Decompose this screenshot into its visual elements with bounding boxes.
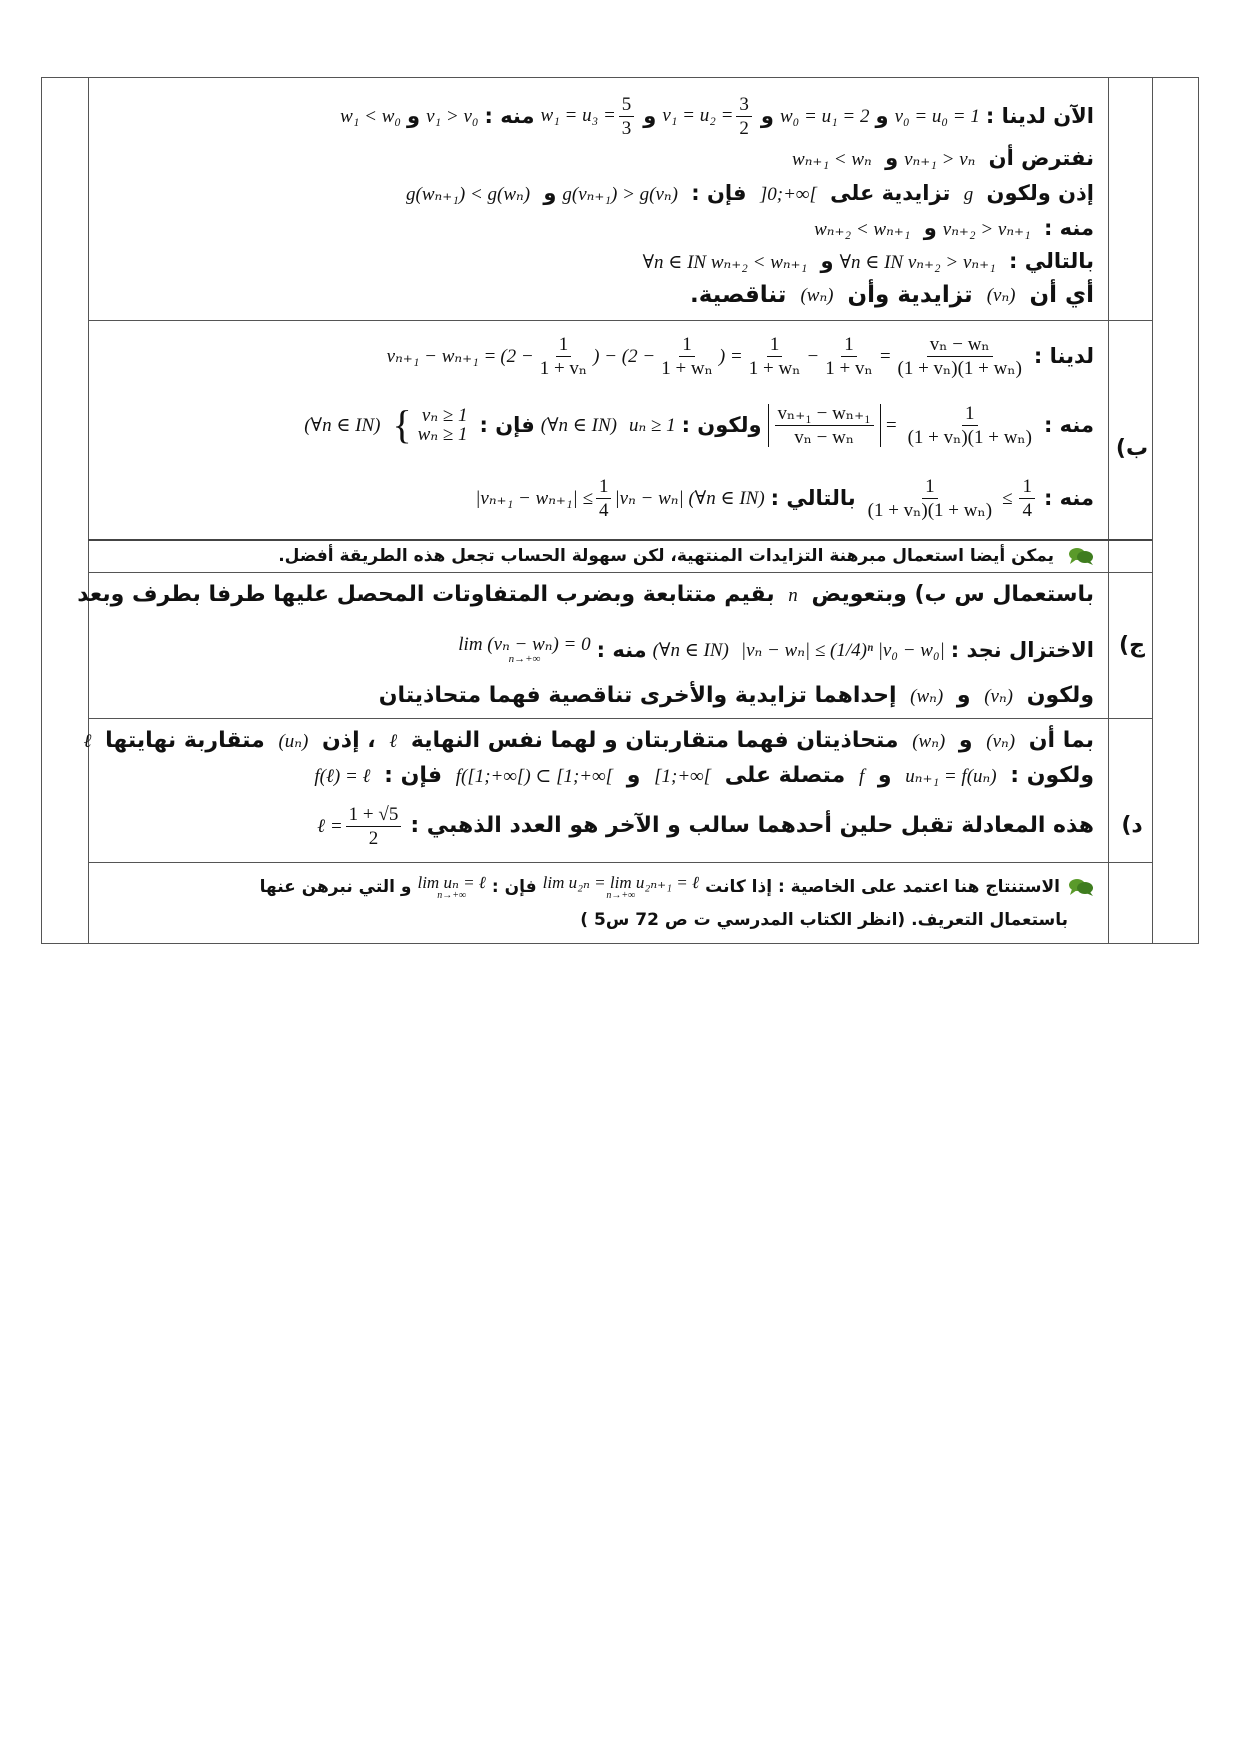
note: يمكن أيضا استعمال مبرهنة التزايدات المنتهية، لكن سهولة الحساب تجعل هذه الطريقة أفضل. [98,546,1094,566]
part-label-b: ب) [1115,436,1149,461]
line: منه : $\frac{1}{\text{(1 + vₙ)(1 + wₙ)}}$ ≤ $\frac{1}{4}$ بالتالي : |vₙ₊₁ − wₙ₊₁| ≤ $\frac{1}{4}$ |vₙ − wₙ| (∀n ∈ IN) [475,475,1094,521]
line: بالتالي : ∀n ∈ IN vₙ₊₂ > vₙ₊₁و ∀n ∈ IN wₙ₊₂ < wₙ₊₁ [642,249,1094,273]
line: أي أن (vₙ) تزايدية وأن (wₙ) تناقصية. [689,282,1094,308]
note-line-2: باستعمال التعريف. (انظر الكتاب المدرسي ت ص 72 س5 ) [580,910,1068,930]
line: الاختزال نجد : |vₙ − wₙ| ≤ (1/4)ⁿ |v₀ − w₀| (∀n ∈ IN) منه : lim (vₙ − wₙ) = 0 n→+∞ [458,634,1094,665]
line: منه : vₙ₊₂ > vₙ₊₁و wₙ₊₂ < wₙ₊₁ [814,216,1094,240]
line: لدينا : vₙ₊₁ − wₙ₊₁ = (2 − $\frac{1}{\text{1 + vₙ}}$ ) − (2 − $\frac{1}{\text{1 + wₙ}}$ ) = $\frac{1}{\text{1 + wₙ}}$ − $\frac{1}{\text{1 + vₙ}}$ = $\frac{\text{vₙ − wₙ}}{\text{(1 + vₙ)(1 + wₙ)}}$ [386,333,1094,379]
line: باستعمال س ب) وبتعويض n بقيم متتابعة وبضرب المتفاوتات المحصل عليها طرفا بطرف وبعد [77,582,1094,607]
line: ولكون (vₙ) و (wₙ) إحداهما تزايدية والأخرى تناقصية فهما متحاذيتان [378,683,1094,708]
section-b [88,320,1108,539]
note-row [88,539,1108,572]
solution-table [41,77,1199,944]
right-column-divider [1152,78,1153,943]
section-d [83,718,1108,862]
line: الآن لدينا : v₀ = u₀ = 1 و w₀ = u₁ = 2 و v₁ = u₂ = $\frac{3}{2}$ و w₁ = u₃ = $\frac{5}{3}$ منه : v₁ > v₀ و w₁ < w₀ [340,93,1094,139]
line: نفترض أن vₙ₊₁ > vₙو wₙ₊₁ < wₙ [792,146,1094,170]
label-column-divider [1108,78,1109,943]
note-row [88,862,1108,945]
line: هذه المعادلة تقبل حلين أحدهما سالب و الآخر هو العدد الذهبي : ℓ = $\frac{1 + √5}{2}$ [317,803,1094,849]
line: منه : $\frac{\text{vₙ₊₁ − wₙ₊₁}}{\text{vₙ − wₙ}}$ = $\frac{1}{\text{(1 + vₙ)(1 + wₙ)}}$ ولكون : uₙ ≥ 1 (∀n ∈ IN) فإن : { vₙ ≥ 1 wₙ ≥ 1 (∀n ∈ IN) [304,402,1094,448]
note: الاستنتاج هنا اعتمد على الخاصية : إذا كانت lim u₂ₙ = lim u₂ₙ₊₁ = ℓ n→+∞ فإن : lim uₙ = ℓ n→+∞ و التي نبرهن عنها [98,870,1094,904]
line: بما أن (vₙ) و (wₙ) متحاذيتان فهما متقاربتان و لهما نفس النهاية ℓ ، إذن (uₙ) متقاربة نهايتها ℓ [83,728,1094,753]
section-j [77,572,1108,718]
line: إذن ولكون g تزايدية على ]0;+∞[ فإن : g(vₙ₊₁) > g(vₙ)و g(wₙ₊₁) < g(wₙ) [406,181,1094,205]
speech-bubble-icon [1068,877,1094,897]
speech-bubble-icon [1068,546,1094,566]
part-label-j: ج) [1119,633,1145,658]
section-induction [88,78,1108,320]
part-label-d: د) [1121,813,1143,838]
line: ولكون : uₙ₊₁ = f(uₙ) و f متصلة على [1;+∞[ و f([1;+∞[) ⊂ [1;+∞[ فإن : f(ℓ) = ℓ [314,763,1094,788]
